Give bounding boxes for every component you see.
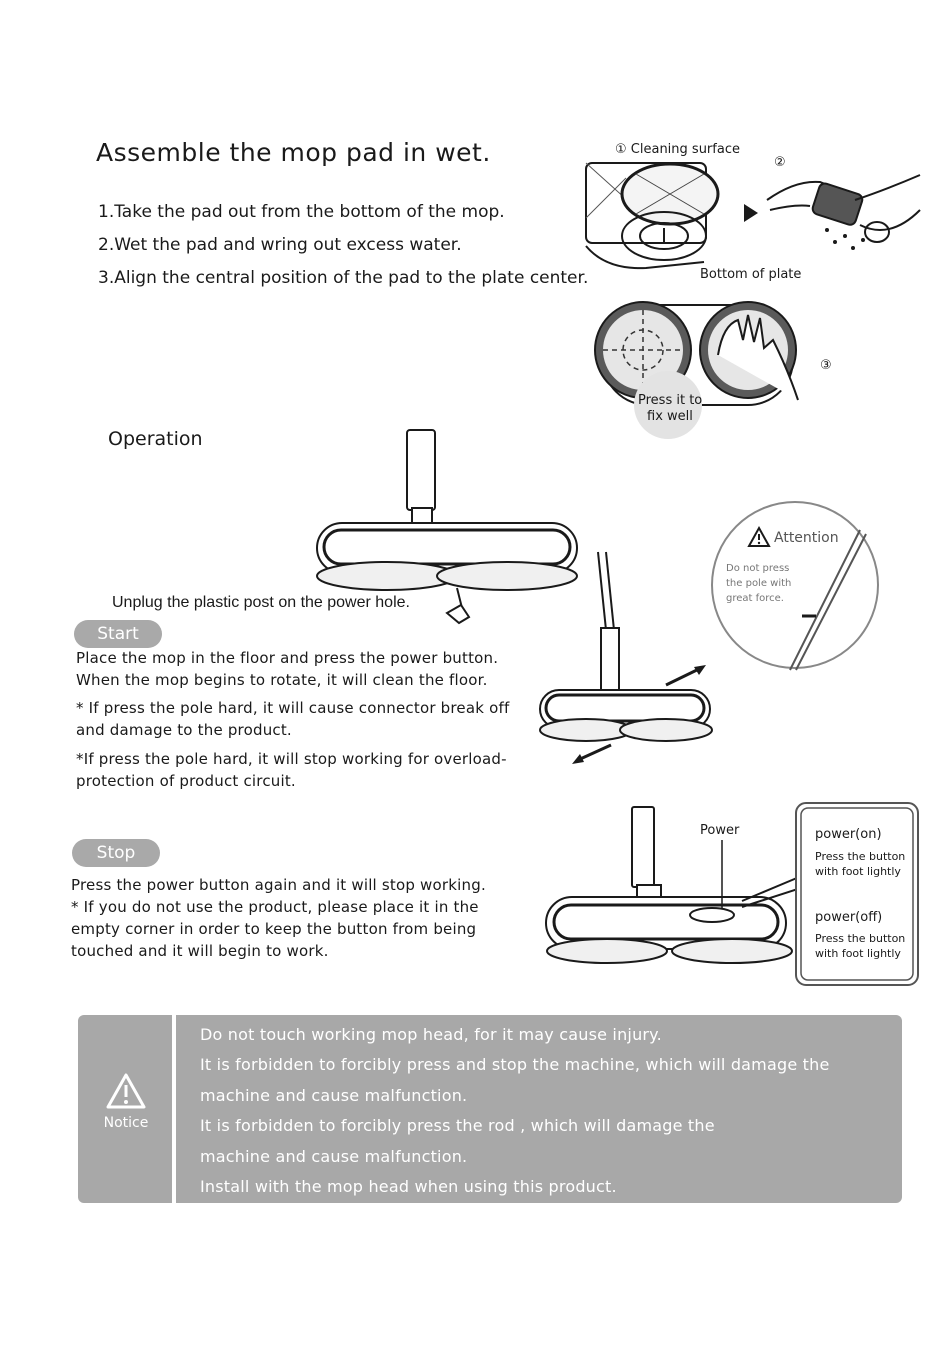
arrow-right-icon xyxy=(744,204,758,222)
power-off-line-1: Press the button xyxy=(815,932,906,945)
attention-line-2: the pole with xyxy=(726,578,792,589)
bottom-of-plate-label: Bottom of plate xyxy=(700,267,802,282)
start-label: Start xyxy=(74,620,162,648)
power-on-title: power(on) xyxy=(815,827,882,842)
notice-line-3: machine and cause malfunction. xyxy=(200,1086,468,1105)
step-2-number: ② xyxy=(774,155,786,170)
start-line-3: * If press the pole hard, it will cause connector break off xyxy=(76,699,510,717)
warning-triangle-icon xyxy=(748,527,770,547)
page-title: Assemble the mop pad in wet. xyxy=(96,138,491,167)
step-3-number: ③ xyxy=(820,358,832,373)
power-on-line-1: Press the button xyxy=(815,850,906,863)
stop-line-1: Press the power button again and it will stop working. xyxy=(71,876,486,894)
start-line-4: and damage to the product. xyxy=(76,721,292,739)
cleaning-surface-label: ① Cleaning surface xyxy=(615,142,740,157)
notice-line-2: It is forbidden to forcibly press and stop the machine, which will damage the xyxy=(200,1055,830,1074)
start-line-2: When the mop begins to rotate, it will clean the floor. xyxy=(76,671,488,689)
attention-title: Attention xyxy=(774,530,839,546)
notice-line-5: machine and cause malfunction. xyxy=(200,1147,468,1166)
press-label-line2: fix well xyxy=(647,409,693,424)
warning-triangle-icon xyxy=(106,1073,146,1109)
power-off-title: power(off) xyxy=(815,910,883,925)
mop-power-illustration xyxy=(542,805,802,975)
notice-label: Notice xyxy=(103,1115,149,1131)
notice-box xyxy=(78,1015,902,1203)
mop-rotating-illustration xyxy=(536,550,736,770)
press-label-line1: Press it to xyxy=(638,393,703,408)
assemble-step-2: 2.Wet the pad and wring out excess water. xyxy=(98,235,462,255)
notice-line-6: Install with the mop head when using this product. xyxy=(200,1177,617,1196)
start-line-6: protection of product circuit. xyxy=(76,772,296,790)
stop-line-3: empty corner in order to keep the button from being xyxy=(71,920,477,938)
start-line-5: *If press the pole hard, it will stop working for overload- xyxy=(76,750,507,768)
operation-title: Operation xyxy=(108,428,203,450)
notice-line-4: It is forbidden to forcibly press the rod , which will damage the xyxy=(200,1116,715,1135)
stop-line-2: * If you do not use the product, please place it in the xyxy=(71,898,479,916)
notice-divider xyxy=(172,1015,176,1203)
attention-line-1: Do not press xyxy=(726,563,790,574)
assemble-step-1: 1.Take the pad out from the bottom of the mop. xyxy=(98,202,505,222)
assemble-step-3: 3.Align the central position of the pad to the plate center. xyxy=(98,268,589,288)
attention-line-3: great force. xyxy=(726,593,784,604)
notice-line-1: Do not touch working mop head, for it may cause injury. xyxy=(200,1025,662,1044)
stop-label: Stop xyxy=(72,839,160,867)
start-line-1: Place the mop in the floor and press the power button. xyxy=(76,649,499,667)
mop-plate-bottom-illustration xyxy=(586,158,726,273)
power-off-line-2: with foot lightly xyxy=(815,947,901,960)
wringing-hands-illustration xyxy=(765,170,925,260)
stop-line-4: touched and it will begin to work. xyxy=(71,942,329,960)
unplug-instruction: Unplug the plastic post on the power hole. xyxy=(112,594,410,611)
press-pad-illustration xyxy=(588,300,808,440)
power-on-line-2: with foot lightly xyxy=(815,865,901,878)
power-label: Power xyxy=(700,823,740,838)
